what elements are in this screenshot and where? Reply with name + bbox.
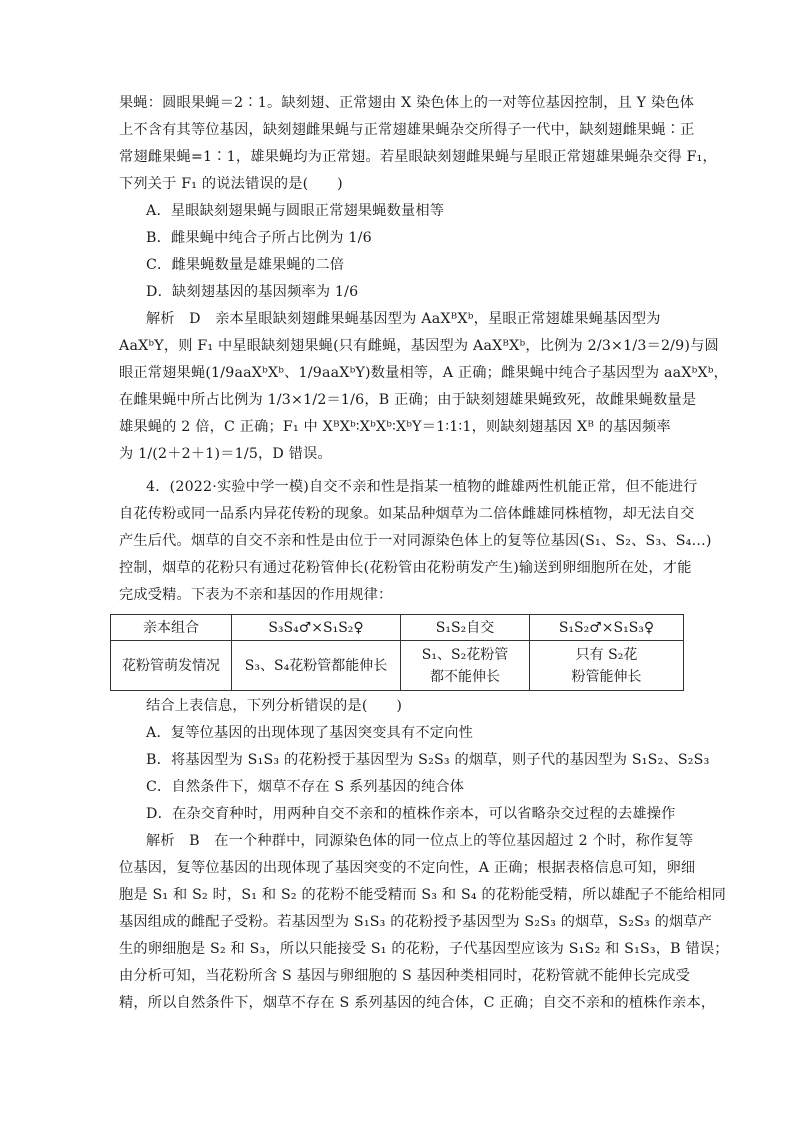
q3-stem-line: 果蝇：圆眼果蝇＝2∶1。缺刻翅、正常翅由 X 染色体上的一对等位基因控制，且 Y 染色体 [119, 95, 695, 111]
q4-analysis-line: 位基因，复等位基因的出现体现了基因突变的不定向性，A 正确；根据表格信息可知，卵细 [119, 860, 696, 876]
q3-option-b: B．雌果蝇中纯合子所占比例为 1/6 [146, 230, 372, 246]
q3-option-d: D．缺刻翅基因的基因频率为 1/6 [146, 284, 359, 300]
q4-stem-line: 产生后代。烟草的自交不亲和性是由位于一对同源染色体上的复等位基因(S₁、S₂、S₃、S₄…) [119, 533, 712, 549]
q3-option-a: A．星眼缺刻翅果蝇与圆眼正常翅果蝇数量相等 [146, 203, 445, 219]
table-header-row [111, 615, 684, 641]
incompatibility-table [110, 614, 684, 691]
table-header-cell: S₁S₂自交 [401, 615, 530, 641]
q3-option-c: C．雌果蝇数量是雄果蝇的二倍 [146, 257, 345, 273]
table-cell-line: S₁、S₂花粉管 [421, 646, 509, 663]
table-header-cell: S₃S₄♂×S₁S₂♀ [232, 615, 401, 641]
q4-analysis-line: 生的卵细胞是 S₂ 和 S₃，所以只能接受 S₁ 的花粉，子代基因型应该为 S₁S₂ 和 S₁S₃，B 错误； [119, 941, 729, 957]
q4-analysis-line: 胞是 S₁ 和 S₂ 时，S₁ 和 S₂ 的花粉不能受精而 S₃ 和 S₄ 的花粉能受精，所以雄配子不能给相同 [119, 887, 727, 903]
q3-stem-line: 常翅雌果蝇=1∶1，雄果蝇均为正常翅。若星眼缺刻翅雌果蝇与星眼正常翅雄果蝇杂交得 F₁， [119, 149, 717, 165]
q4-option-b: B．将基因型为 S₁S₃ 的花粉授于基因型为 S₂S₃ 的烟草，则子代的基因型为 S₁S₂、S₂S₃ [146, 752, 710, 768]
q3-analysis-line: 在雌果蝇中所占比例为 1/3×1/2＝1/6，B 正确；由于缺刻翅雄果蝇致死，故雌果蝇数量是 [119, 392, 697, 408]
table-cell [232, 641, 401, 691]
table-cell-line: S₃、S₄花粉管都能伸长 [244, 657, 388, 674]
table-row-label: 花粉管萌发情况 [111, 641, 232, 691]
q4-option-a: A．复等位基因的出现体现了基因突变具有不定向性 [146, 725, 473, 741]
q4-stem-line: 自花传粉或同一品系内异花传粉的现象。如某品种烟草为二倍体雌雄同株植物，却无法自交 [119, 506, 695, 522]
q3-stem-line: 下列关于 F₁ 的说法错误的是( ) [119, 176, 343, 192]
q4-analysis-line: 基因组成的雌配子受粉。若基因型为 S₁S₃ 的花粉授予基因型为 S₂S₃ 的烟草，S₂S₃ 的烟草产 [119, 914, 713, 930]
table-cell-line: 粉管能伸长 [571, 668, 642, 685]
q4-analysis-line: 解析 B 在一个种群中，同源染色体的同一位点上的等位基因超过 2 个时，称作复等 [146, 833, 694, 849]
q3-analysis-line: 眼正常翅果蝇(1/9aaXᵇXᵇ、1/9aaXᵇY)数量相等，A 正确；雌果蝇中纯合子基因型为 aaXᵇXᵇ， [119, 365, 729, 381]
table-cell [401, 641, 530, 691]
q3-analysis-line: 解析 D 亲本星眼缺刻翅雌果蝇基因型为 AaXᴮXᵇ，星眼正常翅雄果蝇基因型为 [146, 311, 661, 327]
q3-analysis-line: AaXᵇY，则 F₁ 中星眼缺刻翅果蝇(只有雌蝇，基因型为 AaXᴮXᵇ，比例为 2/3×1/3＝2/9)与圆 [119, 338, 719, 354]
q3-analysis-line: 为 1/(2＋2＋1)＝1/5，D 错误。 [119, 446, 332, 462]
q4-analysis-line: 由分析可知，当花粉所含 S 基因与卵细胞的 S 基因种类相同时，花粉管就不能伸长完成受 [119, 968, 691, 984]
q4-option-c: C．自然条件下，烟草不存在 S 系列基因的纯合体 [146, 779, 465, 795]
q4-stem-line: 4．(2022·实验中学一模)自交不亲和性是指某一植物的雌雄两性机能正常，但不能进行 [146, 479, 698, 495]
q4-option-d: D．在杂交育种时，用两种自交不亲和的植株作亲本，可以省略杂交过程的去雄操作 [146, 806, 676, 822]
table-cell-line: 只有 S₂花 [575, 646, 638, 663]
q4-prompt: 结合上表信息，下列分析错误的是( ) [146, 698, 403, 714]
q4-stem-line: 完成受精。下表为不亲和基因的作用规律： [119, 587, 393, 603]
q4-stem-line: 控制，烟草的花粉只有通过花粉管伸长(花粉管由花粉萌发产生)输送到卵细胞所在处，才能 [119, 560, 692, 576]
table-header-cell: 亲本组合 [111, 615, 232, 641]
q4-analysis-line: 精，所以自然条件下，烟草不存在 S 系列基因的纯合体，C 正确；自交不亲和的植株作亲本， [119, 995, 716, 1011]
table-header-cell: S₁S₂♂×S₁S₃♀ [530, 615, 684, 641]
q3-stem-line: 上不含有其等位基因，缺刻翅雌果蝇与正常翅雄果蝇杂交所得子一代中，缺刻翅雌果蝇∶正 [119, 122, 695, 138]
table-row [111, 641, 684, 691]
q3-analysis-line: 雄果蝇的 2 倍，C 正确；F₁ 中 XᴮXᵇ∶XᵇXᵇ∶XᵇY＝1∶1∶1，则缺刻翅基因 Xᴮ 的基因频率 [119, 419, 671, 435]
table-cell-line: 都不能伸长 [430, 668, 500, 685]
table-cell [530, 641, 684, 691]
